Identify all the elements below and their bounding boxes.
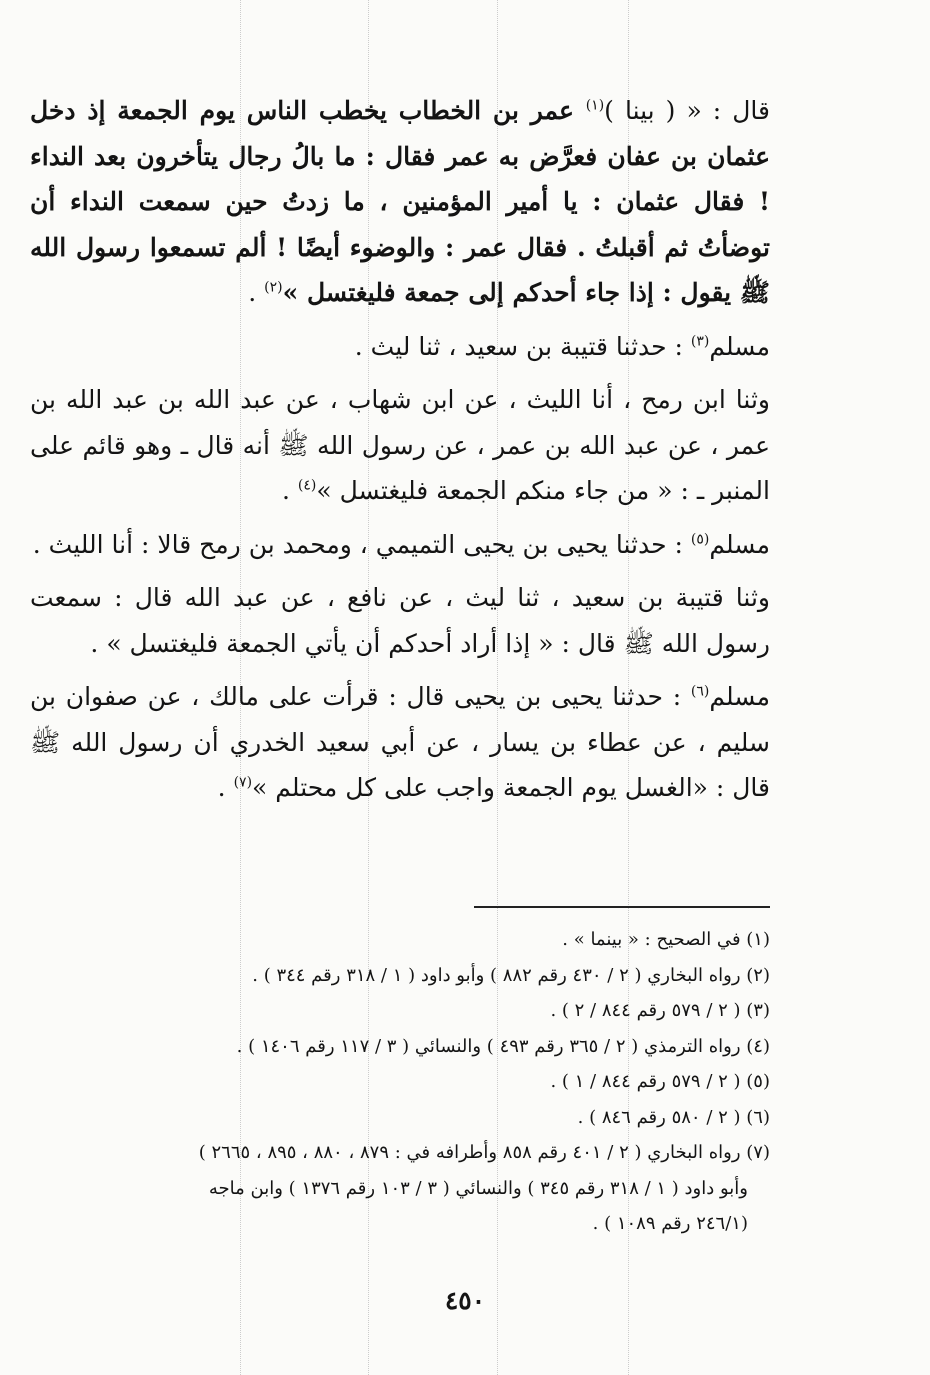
main-text [30, 88, 770, 811]
paragraph-text: : حدثنا يحيى بن يحيى التميمي ، ومحمد بن رمح قالا : أنا الليث . [32, 529, 691, 559]
paragraph-1 [30, 88, 770, 316]
paragraph-5 [30, 575, 770, 666]
paragraph-lead: مسلم [709, 682, 770, 711]
paragraph-lead: مسلم [709, 331, 770, 361]
footnote-ref: (٤) [297, 477, 317, 494]
footnote-7-end: (٢٤٦/١ رقم ١٠٨٩ ) . [592, 1213, 748, 1234]
paragraph-text: وثنا ابن رمح ، أنا الليث ، عن ابن شهاب ، عن عبد الله بن عبد الله بن عمر ، عن عبد الله بن عمر ، عن رسول الله ﷺ أنه قال ـ وهو قائم على المنبر ـ : « من جاء منكم الجمعة فليغتسل » [30, 385, 770, 505]
footnote-ref: (٣) [690, 333, 710, 350]
paragraph-lead: مسلم [709, 529, 770, 559]
footnote-divider [474, 906, 770, 908]
footnote-5: (٥) ( ٢ / ٥٧٩ رقم ٨٤٤ / ١ ) . [550, 1071, 770, 1092]
paragraph-2 [30, 324, 770, 370]
footnote-4: (٤) رواه الترمذي ( ٢ / ٣٦٥ رقم ٤٩٣ ) والنسائي ( ٣ / ١١٧ رقم ١٤٠٦ ) . [236, 1035, 770, 1057]
paragraph-3 [30, 377, 770, 514]
paragraph-4 [30, 522, 770, 568]
paragraph-text: وثنا قتيبة بن سعيد ، ثنا ليث ، عن نافع ، عن عبد الله قال : سمعت رسول الله ﷺ قال : « إذا أراد أحدكم أن يأتي الجمعة فليغتسل » . [30, 583, 770, 658]
paragraph-text: : حدثنا قتيبة بن سعيد ، ثنا ليث . [354, 331, 691, 361]
footnote-ref: (٢) [264, 279, 283, 296]
paragraph-tail: . [248, 278, 265, 307]
paragraph-tail: . [282, 476, 298, 505]
footnote-ref: (٥) [690, 531, 710, 548]
paragraph-text: عمر بن الخطاب يخطب الناس يوم الجمعة إذ دخل عثمان بن عفان فعرَّض به عمر فقال : ما بالُ رجال يتأخرون بعد النداء ! فقال عثمان : يا أمير المؤمنين ، ما زدتُ حين سمعت النداء أن توضأتُ ثم أقبلتُ . فقال عمر : والوضوء أيضًا ! ألم تسمعوا رسول الله ﷺ يقول : إذا جاء أحدكم إلى جمعة فليغتسل » [30, 96, 770, 307]
footnote-ref: (١) [585, 97, 605, 114]
footnotes [30, 922, 770, 1242]
paragraph-tail: . [217, 773, 234, 802]
footnote-2: (٢) رواه البخاري ( ٢ / ٤٣٠ رقم ٨٨٢ ) وأبو داود ( ١ / ٣١٨ رقم ٣٤٤ ) . [252, 964, 770, 986]
paragraph-text: : حدثنا يحيى بن يحيى قال : قرأت على مالك ، عن صفوان بن سليم ، عن عطاء بن يسار ، عن أبي سعيد الخدري أن رسول الله ﷺ قال : «الغسل يوم الجمعة واجب على كل محتلم » [30, 682, 770, 802]
paragraph-6 [30, 674, 770, 811]
page-number: ٤٥٠ [444, 1286, 486, 1315]
footnote-ref: (٦) [690, 683, 710, 700]
footnote-6: (٦) ( ٢ / ٥٨٠ رقم ٨٤٦ ) . [577, 1106, 770, 1128]
paragraph-lead: قال : « ( بينا ) [604, 96, 770, 125]
footnote-1: (١) في الصحيح : « بينما » . [562, 929, 770, 950]
footnote-7: (٧) رواه البخاري ( ٢ / ٤٠١ رقم ٨٥٨ وأطرافه في : ٨٧٩ ، ٨٨٠ ، ٨٩٥ ، ٢٦٦٥ ) [198, 1142, 770, 1163]
footnote-7-continued: وأبو داود ( ١ / ٣١٨ رقم ٣٤٥ ) والنسائي ( ٣ / ١٠٣ رقم ١٣٧٦ ) وابن ماجه [208, 1177, 748, 1199]
footnote-3: (٣) ( ٢ / ٥٧٩ رقم ٨٤٤ / ٢ ) . [550, 1000, 770, 1021]
footnote-ref: (٧) [233, 774, 253, 791]
